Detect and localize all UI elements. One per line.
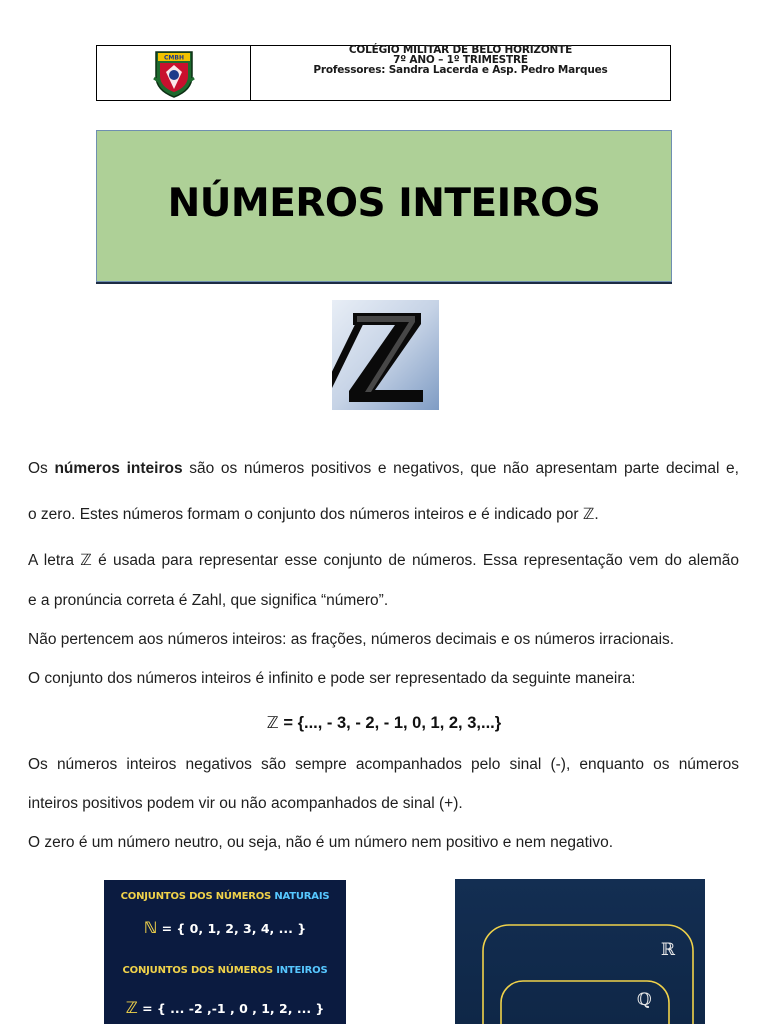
nested-sets-svg <box>455 879 705 1024</box>
school-logo-cell <box>97 46 251 100</box>
integers-set: ℤ = { ... -2 ,-1 , 0 , 1, 2, ... } <box>125 998 325 1017</box>
p1a-bold-term: números inteiros <box>54 460 183 477</box>
number-sets-image <box>104 880 346 1024</box>
paragraph-6: O zero é um número neutro, ou seja, não é um número nem positivo e nem negativo. <box>28 834 614 851</box>
p1a-prefix: Os <box>28 460 55 477</box>
teachers: Professores: Sandra Lacerda e Asp. Pedro Marques <box>313 64 608 76</box>
grade-term: 7º ANO – 1º TRIMESTRE <box>393 54 528 66</box>
paragraph-1b: o zero. Estes números formam o conjunto dos números inteiros e é indicado por ℤ. <box>28 506 599 523</box>
paragraph-2b: e a pronúncia correta é Zahl, que significa “número”. <box>28 592 389 609</box>
integers-caption: CONJUNTOS DOS NÚMEROS INTEIROS <box>122 965 328 976</box>
nested-sets-diagram <box>455 879 705 1024</box>
paragraph-5a: Os números inteiros negativos são sempre acompanhados pelo sinal (-), enquanto os números <box>28 756 739 773</box>
paragraph-3: Não pertencem aos números inteiros: as frações, números decimais e os números irracionais. <box>28 631 675 648</box>
naturals-set: ℕ = { 0, 1, 2, 3, 4, ... } <box>143 918 307 937</box>
school-crest-icon <box>152 48 196 98</box>
paragraph-2a: A letra ℤ é usada para representar esse conjunto de números. Essa representação vem do alemão <box>28 552 739 569</box>
paragraph-4: O conjunto dos números inteiros é infinito e pode ser representado da seguinte maneira: <box>28 670 636 687</box>
svg-text:CMBH: CMBH <box>163 54 184 62</box>
integers-symbol-image <box>332 300 439 410</box>
title-banner <box>96 130 672 282</box>
set-symbol: ℤ <box>266 713 279 732</box>
naturals-caption: CONJUNTOS DOS NÚMEROS NATURAIS <box>120 891 330 902</box>
paragraph-5b: inteiros positivos podem vir ou não acompanhados de sinal (+). <box>28 795 463 812</box>
paragraph-1a <box>28 459 739 478</box>
p1a-suffix: são os números positivos e negativos, que não apresentam parte decimal e, <box>182 460 739 477</box>
set-values: = {..., - 3, - 2, - 1, 0, 1, 2, 3,...} <box>278 714 502 732</box>
integer-set-definition <box>0 713 768 733</box>
page-title: NÚMEROS INTEIROS <box>167 180 601 226</box>
header-text-cell <box>251 46 670 100</box>
rationals-label: ℚ <box>637 990 652 1010</box>
reals-label: ℝ <box>661 940 676 960</box>
school-name: COLÉGIO MILITAR DE BELO HORIZONTE <box>348 44 573 56</box>
header-table <box>96 45 671 101</box>
